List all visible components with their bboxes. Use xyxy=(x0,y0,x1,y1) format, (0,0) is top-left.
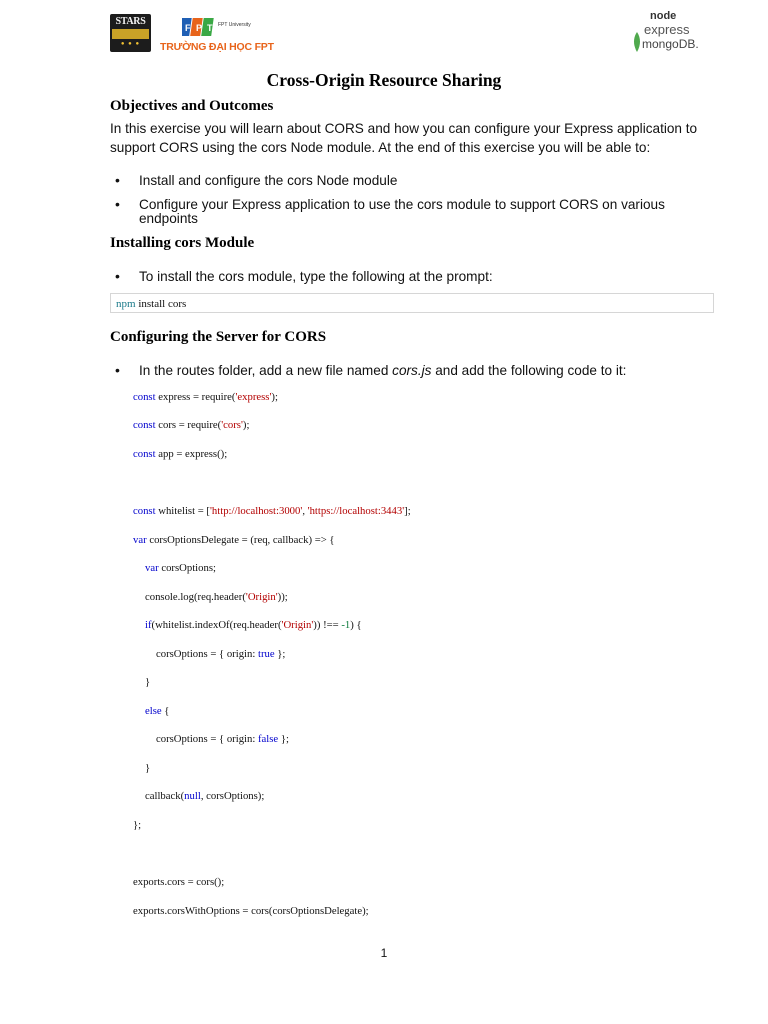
objective-item-1: Install and configure the cors Node module xyxy=(139,173,398,188)
fpt-mark-icon xyxy=(182,16,216,38)
document-title: Cross-Origin Resource Sharing xyxy=(266,70,502,90)
mongodb-leaf-icon xyxy=(632,32,642,52)
objectives-paragraph-line-2: support CORS using the cors Node module. At the end of this exercise you will be able to: xyxy=(110,140,651,155)
code-line: console.log(req.header('Origin')); xyxy=(145,591,288,603)
code-line: else { xyxy=(145,705,170,717)
node-logo-text: node xyxy=(650,10,677,22)
svg-text:F: F xyxy=(185,23,191,33)
install-instruction: To install the cors module, type the following at the prompt: xyxy=(139,269,493,284)
configuring-heading: Configuring the Server for CORS xyxy=(110,329,327,345)
code-line: var corsOptionsDelegate = (req, callback) => { xyxy=(133,534,335,546)
command-args: install cors xyxy=(135,298,187,310)
code-line: const whitelist = ['http://localhost:3000', 'https://localhost:3443']; xyxy=(133,505,411,517)
stars-logo-text: STARS xyxy=(115,16,146,27)
express-logo-text: express xyxy=(644,22,690,37)
objective-item-2: Configure your Express application to use the cors module to support CORS on various xyxy=(139,197,665,212)
configure-instruction xyxy=(139,363,719,378)
objectives-paragraph-line-1: In this exercise you will learn about CORS and how you can configure your Express application to xyxy=(110,121,698,136)
configure-filename: cors.js xyxy=(392,363,432,378)
code-line: } xyxy=(145,762,151,774)
bullet-icon: • xyxy=(115,362,120,378)
fpt-university-label: FPT University xyxy=(218,22,251,28)
page-number: 1 xyxy=(380,946,388,960)
configure-instruction-text: In the routes folder, add a new file named xyxy=(139,363,393,378)
mongodb-logo-text: mongoDB. xyxy=(642,37,699,51)
code-line: corsOptions = { origin: false }; xyxy=(156,733,289,745)
code-line: }; xyxy=(133,819,142,831)
code-line: corsOptions = { origin: true }; xyxy=(156,648,286,660)
stars-ribbon xyxy=(112,29,149,39)
fpt-university-logo xyxy=(158,14,274,54)
code-line: callback(null, corsOptions); xyxy=(145,790,265,802)
code-line: exports.corsWithOptions = cors(corsOptionsDelegate); xyxy=(133,905,369,917)
installing-heading: Installing cors Module xyxy=(110,235,255,251)
code-line: const express = require('express'); xyxy=(133,391,278,403)
stars-dots-icon: ● ● ● xyxy=(120,41,141,47)
bullet-icon: • xyxy=(115,196,120,212)
configure-instruction-tail: and add the following code to it: xyxy=(431,363,627,378)
bullet-icon: • xyxy=(115,172,120,188)
stars-award-logo xyxy=(110,14,151,52)
code-line: const app = express(); xyxy=(133,448,228,460)
command-keyword: npm xyxy=(116,298,136,310)
install-command-box xyxy=(110,293,714,313)
fpt-school-name: TRƯỜNG ĐẠI HỌC FPT xyxy=(160,41,274,53)
code-line: const cors = require('cors'); xyxy=(133,419,250,431)
mean-stack-logo xyxy=(632,8,712,54)
objective-item-2-continued: endpoints xyxy=(139,211,198,226)
code-line: var corsOptions; xyxy=(145,562,216,574)
svg-text:T: T xyxy=(207,23,213,33)
bullet-icon: • xyxy=(115,268,120,284)
code-line: if(whitelist.indexOf(req.header('Origin')) !== -1) { xyxy=(145,619,362,631)
code-line: exports.cors = cors(); xyxy=(133,876,225,888)
svg-text:P: P xyxy=(196,23,203,33)
objectives-heading: Objectives and Outcomes xyxy=(110,98,274,114)
code-line: } xyxy=(145,676,151,688)
